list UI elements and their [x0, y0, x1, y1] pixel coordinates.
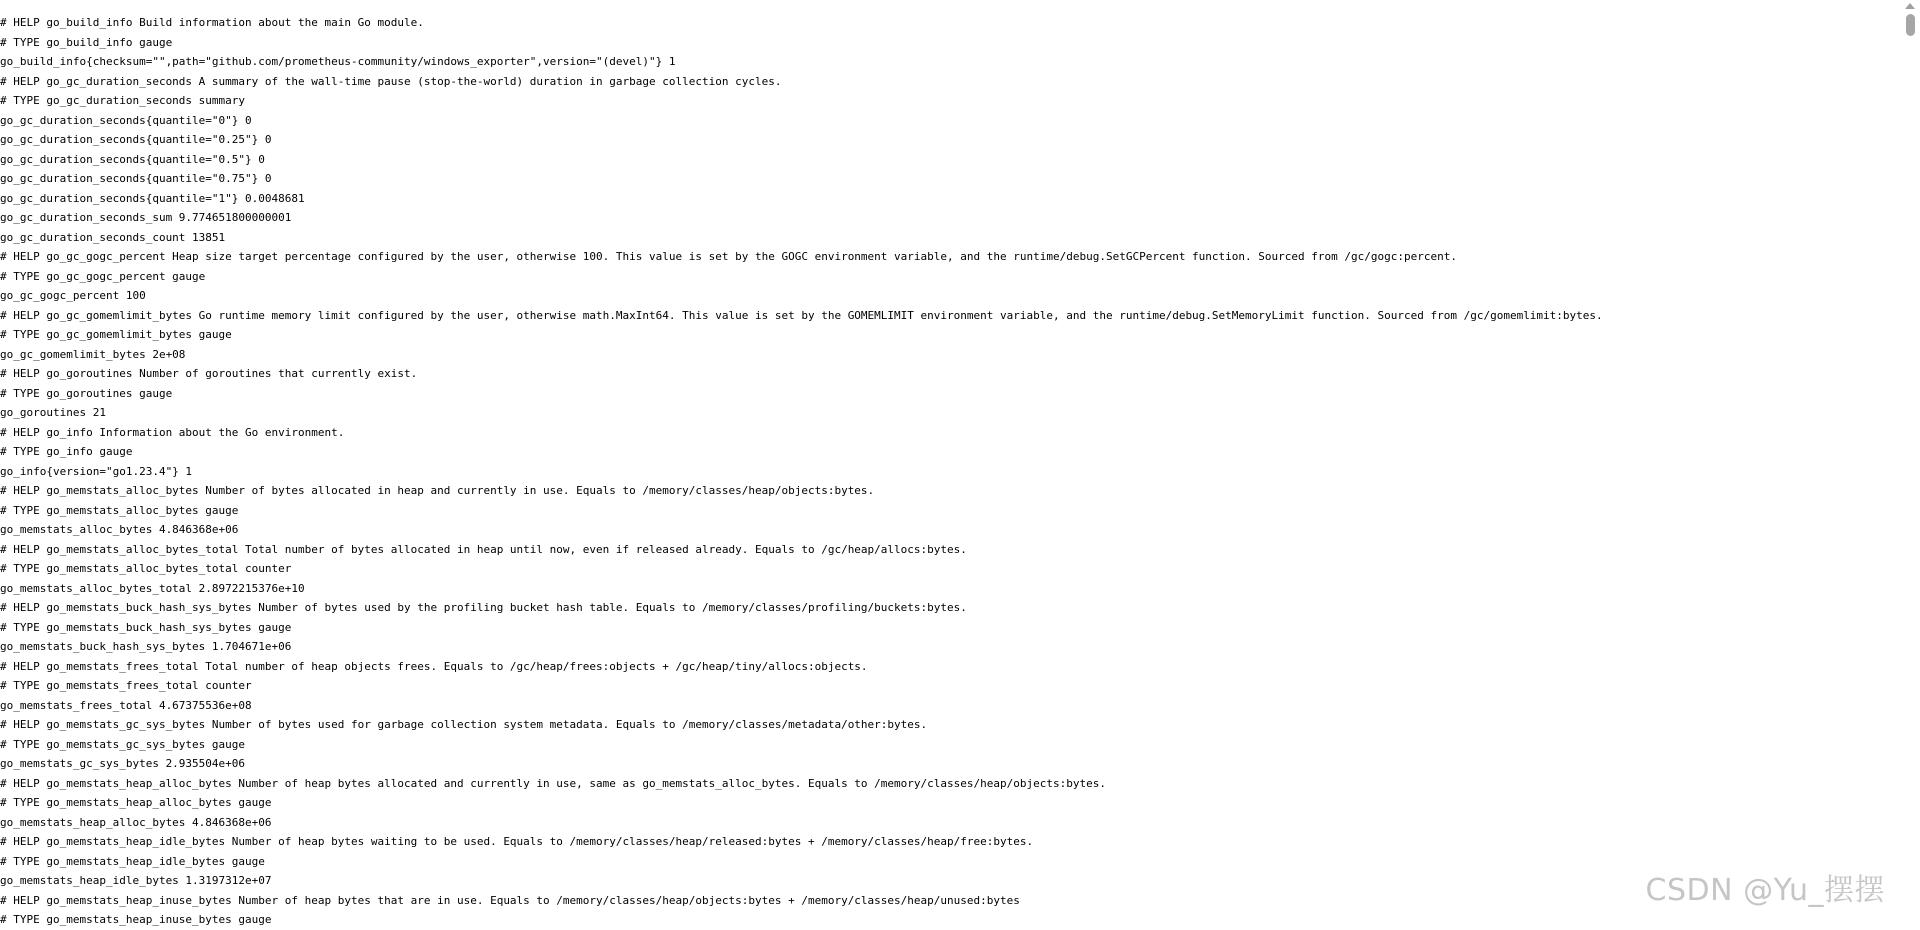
- scrollbar-thumb[interactable]: [1906, 14, 1915, 36]
- metrics-line: go_goroutines 21: [0, 406, 106, 419]
- metrics-line: # HELP go_memstats_alloc_bytes_total Total number of bytes allocated in heap until now, even if released already. Equals to /gc/heap/allocs:bytes.: [0, 542, 967, 556]
- metrics-line: go_memstats_alloc_bytes_total 2.8972215376e+10: [0, 581, 305, 595]
- metrics-line: # HELP go_memstats_heap_inuse_bytes Number of heap bytes that are in use. Equals to /memory/classes/heap/objects:bytes + /memory/classes/heap/unused:bytes: [0, 893, 1020, 907]
- metrics-line: # TYPE go_gc_gomemlimit_bytes gauge: [0, 328, 232, 341]
- metrics-line: # HELP go_gc_duration_seconds A summary of the wall-time pause (stop-the-world) duration in garbage collection cycles.: [0, 74, 782, 88]
- metrics-line: go_build_info{checksum="",path="github.com/prometheus-community/windows_exporter",version="(devel)"} 1: [0, 55, 676, 68]
- metrics-line: # HELP go_memstats_buck_hash_sys_bytes Number of bytes used by the profiling bucket hash table. Equals to /memory/classes/profiling/buckets:bytes.: [0, 601, 967, 614]
- metrics-line: # TYPE go_memstats_gc_sys_bytes gauge: [0, 737, 246, 751]
- metrics-line: go_info{version="go1.23.4"} 1: [0, 464, 193, 478]
- metrics-line: go_gc_duration_seconds{quantile="0.5"} 0: [0, 152, 265, 166]
- metrics-line: go_gc_duration_seconds_count 13851: [0, 230, 226, 244]
- metrics-line: # HELP go_memstats_heap_alloc_bytes Number of heap bytes allocated and currently in use, same as go_memstats_alloc_bytes. Equals to /memory/classes/heap/objects:bytes.: [0, 776, 1106, 790]
- metrics-line: # HELP go_memstats_frees_total Total number of heap objects frees. Equals to /gc/heap/frees:objects + /gc/heap/tiny/allocs:objects.: [0, 659, 868, 673]
- metrics-line: # HELP go_memstats_heap_idle_bytes Number of heap bytes waiting to be used. Equals to /memory/classes/heap/released:bytes + /memory/classes/heap/free:bytes.: [0, 835, 1034, 848]
- metrics-line: go_gc_gogc_percent 100: [0, 289, 146, 302]
- metrics-line: # TYPE go_gc_gogc_percent gauge: [0, 269, 206, 283]
- metrics-line: # TYPE go_memstats_heap_inuse_bytes gauge: [0, 913, 272, 926]
- metrics-line: # TYPE go_build_info gauge: [0, 35, 173, 49]
- metrics-line: # TYPE go_memstats_buck_hash_sys_bytes gauge: [0, 620, 292, 634]
- metrics-line: # TYPE go_memstats_frees_total counter: [0, 679, 252, 692]
- metrics-line: # TYPE go_memstats_heap_idle_bytes gauge: [0, 854, 265, 868]
- metrics-line: go_memstats_frees_total 4.67375536e+08: [0, 698, 252, 712]
- metrics-line: # TYPE go_goroutines gauge: [0, 386, 173, 400]
- metrics-line: go_gc_duration_seconds{quantile="0.75"} 0: [0, 172, 272, 185]
- metrics-line: # HELP go_gc_gomemlimit_bytes Go runtime memory limit configured by the user, otherwise math.MaxInt64. This value is set by the GOMEMLIMIT environment variable, and the runtime/debug.SetMemoryLimit function. Sourced from /gc/gomemlimit:bytes.: [0, 308, 1603, 322]
- watermark: CSDN @Yu_摆摆: [1645, 873, 1885, 908]
- metrics-line: go_gc_duration_seconds_sum 9.774651800000001: [0, 211, 292, 224]
- metrics-line: # TYPE go_memstats_heap_alloc_bytes gauge: [0, 796, 272, 809]
- scroll-up-arrow-icon[interactable]: [1905, 3, 1915, 9]
- metrics-line: # HELP go_build_info Build information about the main Go module.: [0, 16, 424, 29]
- metrics-line: go_gc_duration_seconds{quantile="0"} 0: [0, 113, 252, 127]
- metrics-line: go_gc_duration_seconds{quantile="0.25"} 0: [0, 133, 272, 146]
- metrics-line: # HELP go_memstats_alloc_bytes Number of bytes allocated in heap and currently in use. Equals to /memory/classes/heap/objects:bytes.: [0, 484, 875, 497]
- metrics-line: go_gc_gomemlimit_bytes 2e+08: [0, 347, 186, 361]
- metrics-line: # TYPE go_memstats_alloc_bytes gauge: [0, 503, 239, 517]
- metrics-line: # HELP go_goroutines Number of goroutines that currently exist.: [0, 367, 418, 380]
- metrics-line: # TYPE go_info gauge: [0, 445, 133, 458]
- metrics-line: # HELP go_gc_gogc_percent Heap size target percentage configured by the user, otherwise 100. This value is set by the GOGC environment variable, and the runtime/debug.SetGCPercent function. Sourced from /gc/gogc:percent.: [0, 250, 1457, 263]
- metrics-line: # HELP go_info Information about the Go environment.: [0, 425, 345, 439]
- metrics-line: # TYPE go_memstats_alloc_bytes_total counter: [0, 562, 292, 575]
- metrics-line: go_gc_duration_seconds{quantile="1"} 0.0048681: [0, 191, 305, 205]
- metrics-line: go_memstats_heap_alloc_bytes 4.846368e+06: [0, 815, 272, 829]
- metrics-line: # TYPE go_gc_duration_seconds summary: [0, 94, 246, 107]
- metrics-line: # HELP go_memstats_gc_sys_bytes Number of bytes used for garbage collection system metadata. Equals to /memory/classes/metadata/other:bytes.: [0, 718, 928, 731]
- metrics-line: go_memstats_heap_idle_bytes 1.3197312e+07: [0, 874, 272, 887]
- metrics-line: go_memstats_gc_sys_bytes 2.935504e+06: [0, 757, 246, 770]
- metrics-line: go_memstats_buck_hash_sys_bytes 1.704671e+06: [0, 640, 292, 653]
- vertical-scrollbar[interactable]: [1900, 0, 1920, 919]
- metrics-line: go_memstats_alloc_bytes 4.846368e+06: [0, 523, 239, 536]
